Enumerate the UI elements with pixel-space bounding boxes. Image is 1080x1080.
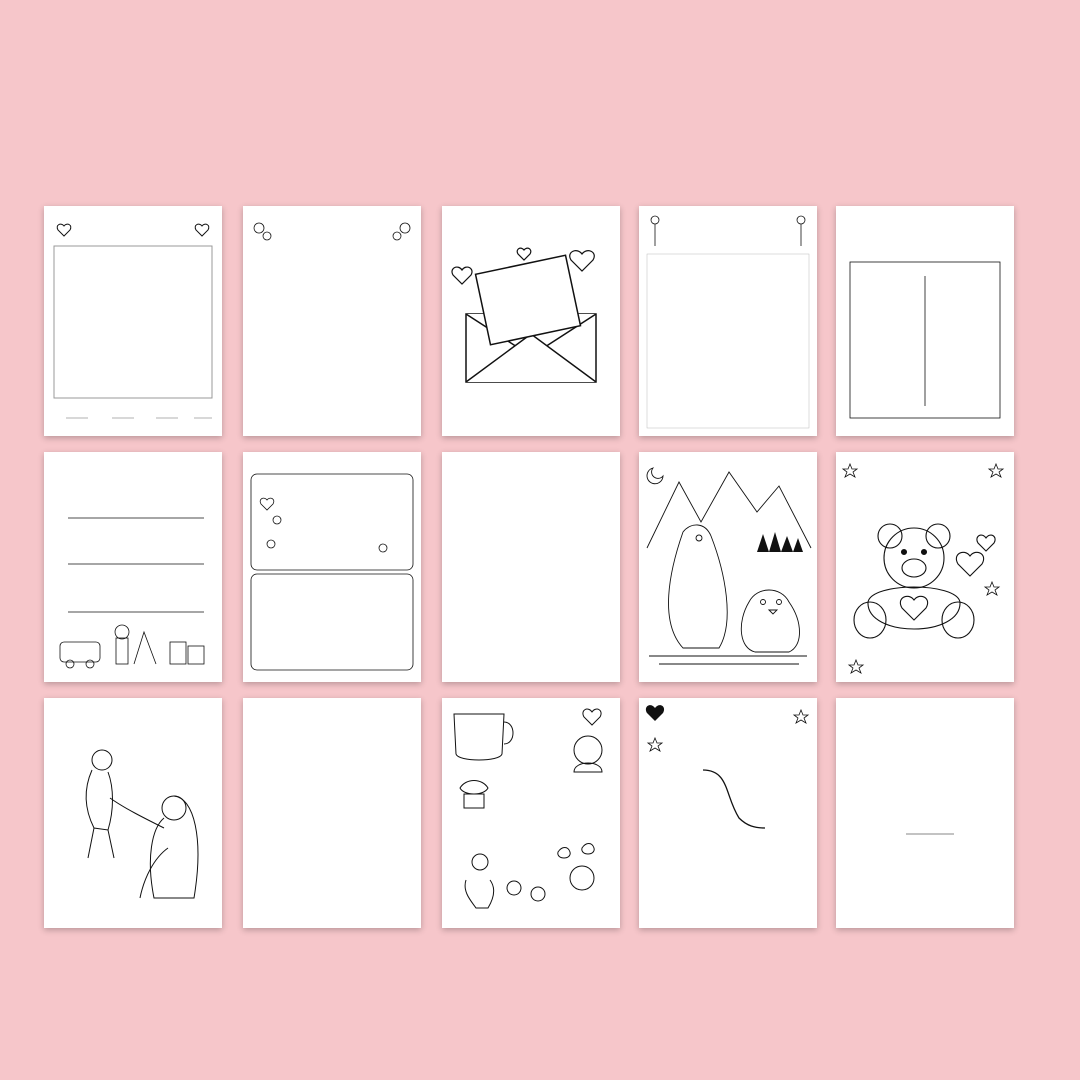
teddy-illustration <box>836 452 1014 682</box>
penguins-illustration <box>639 452 817 682</box>
top-floral-border <box>0 0 1080 180</box>
page-complete-picture <box>836 206 1014 436</box>
page-scavenger-hunt <box>243 206 421 436</box>
i-spy-illustration <box>44 206 222 436</box>
page-i-spy <box>44 206 222 436</box>
maze-illustration <box>442 452 620 682</box>
page-maze <box>442 452 620 682</box>
memories-illustration <box>44 452 222 682</box>
page-favourite-memories <box>44 452 222 682</box>
envelope-illustration <box>442 206 620 436</box>
page-create-card <box>243 452 421 682</box>
wordsearch-decor <box>639 206 817 436</box>
page-teddy-bear <box>836 452 1014 682</box>
page-penguins <box>639 452 817 682</box>
card-illustration <box>243 452 421 682</box>
page-wordsearch <box>639 206 817 436</box>
scavenger-illustration <box>243 206 421 436</box>
bottom-floral-border <box>0 860 1080 1080</box>
complete-picture-illustration <box>836 206 1014 436</box>
page-love-u-mom <box>442 206 620 436</box>
